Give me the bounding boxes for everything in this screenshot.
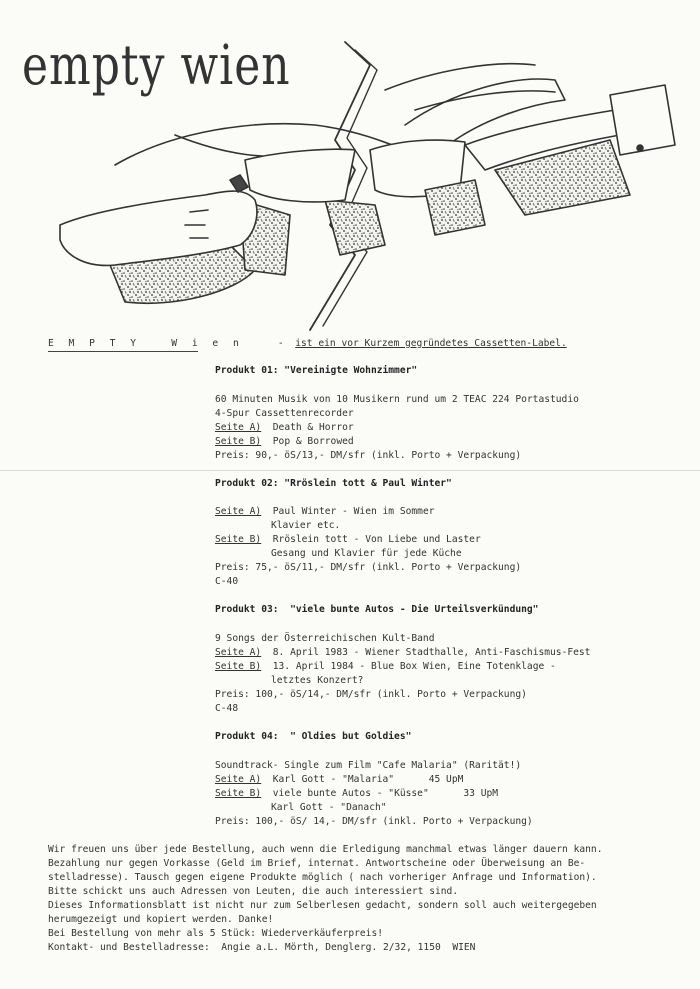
product-02-line: Gesang und Klavier für jede Küche [271,548,462,559]
product-03-line: letztes Konzert? [271,675,364,686]
side-label: Seite A) [215,647,262,658]
intro-text: ist ein vor Kurzem gegründetes Cassetten-Label. [295,338,567,349]
intro-line [48,338,567,349]
product-04-line: Karl Gott - "Danach" [271,802,387,813]
product-02-side-a [215,505,435,519]
side-label: Seite B) [215,436,262,447]
product-01-side-a [215,421,354,435]
product-01-price: Preis: 90,- öS/13,- DM/sfr (inkl. Porto + Verpackung) [215,450,522,461]
side-text: Rröslein tott - Von Liebe und Laster [272,534,481,545]
side-text: 8. April 1983 - Wiener Stadthalle, Anti-Faschismus-Fest [272,647,591,658]
footer-line: Bezahlung nur gegen Vorkasse (Geld im Brief, internat. Antwortscheine oder Überweisung an Be- [48,858,586,869]
product-03-price: Preis: 100,- öS/14,- DM/sfr (inkl. Porto + Verpackung) [215,689,527,700]
hands-lightning-illustration [55,30,680,335]
product-03-side-b [215,660,556,674]
product-04-line: Soundtrack- Single zum Film "Cafe Malaria" (Rarität!) [215,760,522,771]
intro-dash: - [277,338,284,349]
side-label: Seite A) [215,774,262,785]
side-text: Death & Horror [272,422,354,433]
product-01-side-b [215,435,354,449]
contact-address: Kontakt- und Bestelladresse: Angie a.L. Mörth, Denglerg. 2/32, 1150 WIEN [48,942,476,953]
product-01-title: Produkt 01: "Vereinigte Wohnzimmer" [215,365,418,376]
product-02-format: C-40 [215,576,239,587]
product-04-side-a [215,773,463,787]
side-text: Karl Gott - "Malaria" 45 UpM [272,774,464,785]
side-label: Seite A) [215,506,262,517]
logo: empty wien [22,34,291,98]
product-02-price: Preis: 75,- öS/11,- DM/sfr (inkl. Porto + Verpackung) [215,562,522,573]
product-01-line: 60 Minuten Musik von 10 Musikern rund um 2 TEAC 224 Portastudio [215,394,579,405]
footer-line: Bitte schickt uns auch Adressen von Leuten, die auch interessiert sind. [48,886,459,897]
product-02-line: Klavier etc. [271,520,341,531]
side-text: 13. April 1984 - Blue Box Wien, Eine Totenklage - [272,661,556,672]
product-04-title: Produkt 04: " Oldies but Goldies" [215,731,412,742]
product-04-side-b [215,787,498,801]
side-text: Pop & Borrowed [272,436,354,447]
product-02-title: Produkt 02: "Rröslein tott & Paul Winter" [215,478,452,489]
fold-line [0,470,700,471]
footer-line: herumgezeigt und kopiert werden. Danke! [48,914,274,925]
product-03-format: C-48 [215,703,239,714]
product-01-line: 4-Spur Cassettenrecorder [215,408,354,419]
side-text: Paul Winter - Wien im Sommer [272,506,435,517]
product-03-line: 9 Songs der Österreichischen Kult-Band [215,633,435,644]
label-name: E M P T Y W i e n [48,338,244,349]
side-text: viele bunte Autos - "Küsse" 33 UpM [272,788,499,799]
product-03-side-a [215,646,590,660]
side-label: Seite B) [215,788,262,799]
footer-line: Bei Bestellung von mehr als 5 Stück: Wiederverkäuferpreis! [48,928,384,939]
product-03-title: Produkt 03: "viele bunte Autos - Die Urteilsverkündung" [215,604,539,615]
product-04-price: Preis: 100,- öS/ 14,- DM/sfr (inkl. Porto + Verpackung) [215,816,533,827]
side-label: Seite B) [215,661,262,672]
product-02-side-b [215,533,481,547]
footer-line: stelladresse). Tausch gegen eigene Produkte möglich ( nach vorheriger Anfrage und Information). [48,872,597,883]
intro-underline [48,351,198,352]
side-label: Seite B) [215,534,262,545]
side-label: Seite A) [215,422,262,433]
footer-line: Wir freuen uns über jede Bestellung, auch wenn die Erledigung manchmal etwas länger dauern kann. [48,844,603,855]
footer-line: Dieses Informationsblatt ist nicht nur zum Selberlesen gedacht, sondern soll auch weitergegeben [48,900,597,911]
